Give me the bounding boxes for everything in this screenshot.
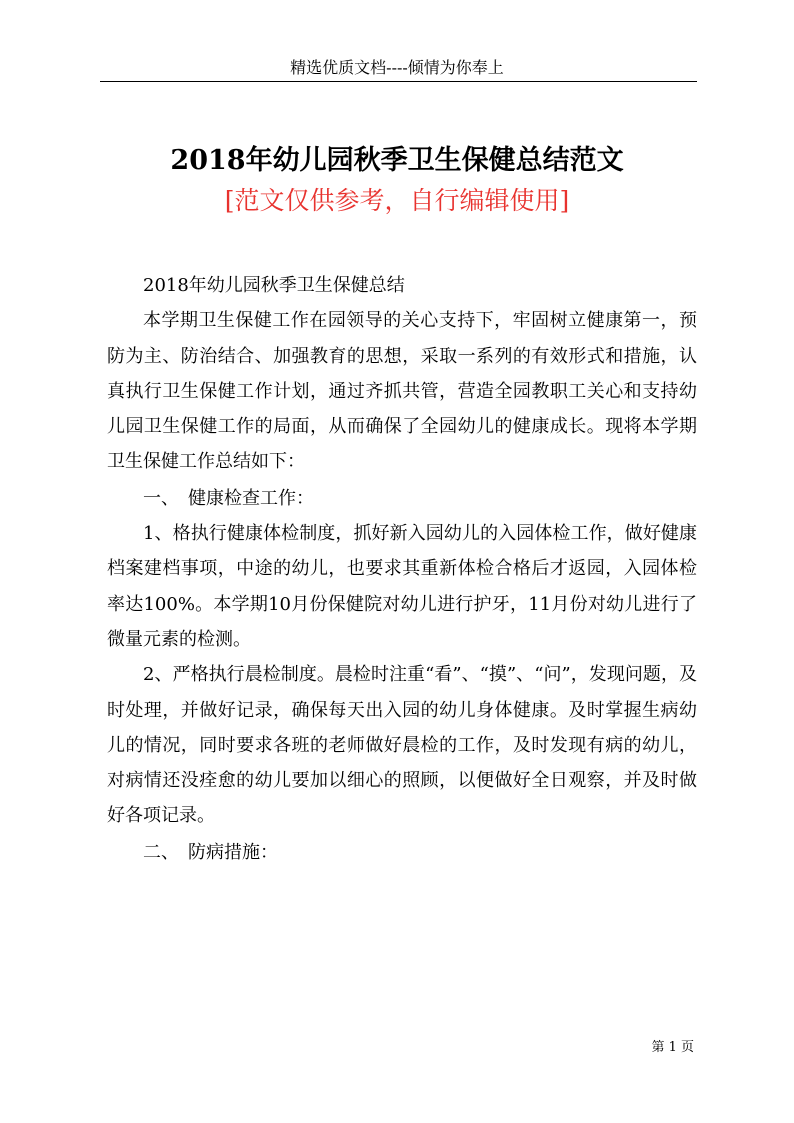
- section-heading-health-check: 一、 健康检查工作：: [143, 487, 314, 509]
- paragraph-morning-check: 2、严格执行晨检制度。晨检时注重“看”、“摸”、“问”，发现问题，及时处理，并做好记录，确保每天出入园的幼儿身体健康。及时掌握生病幼儿的情况，同时要求各班的老师做好晨检的工作，及时发现有病的幼儿，对病情还没痊愈的幼儿要加以细心的照顾，以便做好全日观察，并及时做好各项记录。: [107, 664, 697, 827]
- section-title: 2018年幼儿园秋季卫生保健总结: [143, 275, 405, 296]
- page-header: 精选优质文档----倾情为你奉上: [290, 58, 504, 77]
- page-number: 第 1 页: [651, 1040, 694, 1055]
- header-divider: [100, 81, 697, 82]
- document-body: [107, 268, 697, 870]
- document-title: 2018年幼儿园秋季卫生保健总结范文: [170, 145, 624, 176]
- section-heading-prevention: 二、 防病措施：: [143, 841, 278, 863]
- document-subtitle: [范文仅供参考，自行编辑使用]: [224, 186, 570, 215]
- intro-paragraph: 本学期卫生保健工作在园领导的关心支持下，牢固树立健康第一，预防为主、防治结合、加强教育的思想，采取一系列的有效形式和措施，认真执行卫生保健工作计划，通过齐抓共管，营造全园教职工关心和支持幼儿园卫生保健工作的局面，从而确保了全园幼儿的健康成长。现将本学期卫生保健工作总结如下：: [107, 310, 697, 473]
- paragraph-health-exam: 1、格执行健康体检制度，抓好新入园幼儿的入园体检工作，做好健康档案建档事项，中途的幼儿，也要求其重新体检合格后才返园，入园体检率达100%。本学期10月份保健院对幼儿进行护牙，11月份对幼儿进行了微量元素的检测。: [107, 523, 697, 650]
